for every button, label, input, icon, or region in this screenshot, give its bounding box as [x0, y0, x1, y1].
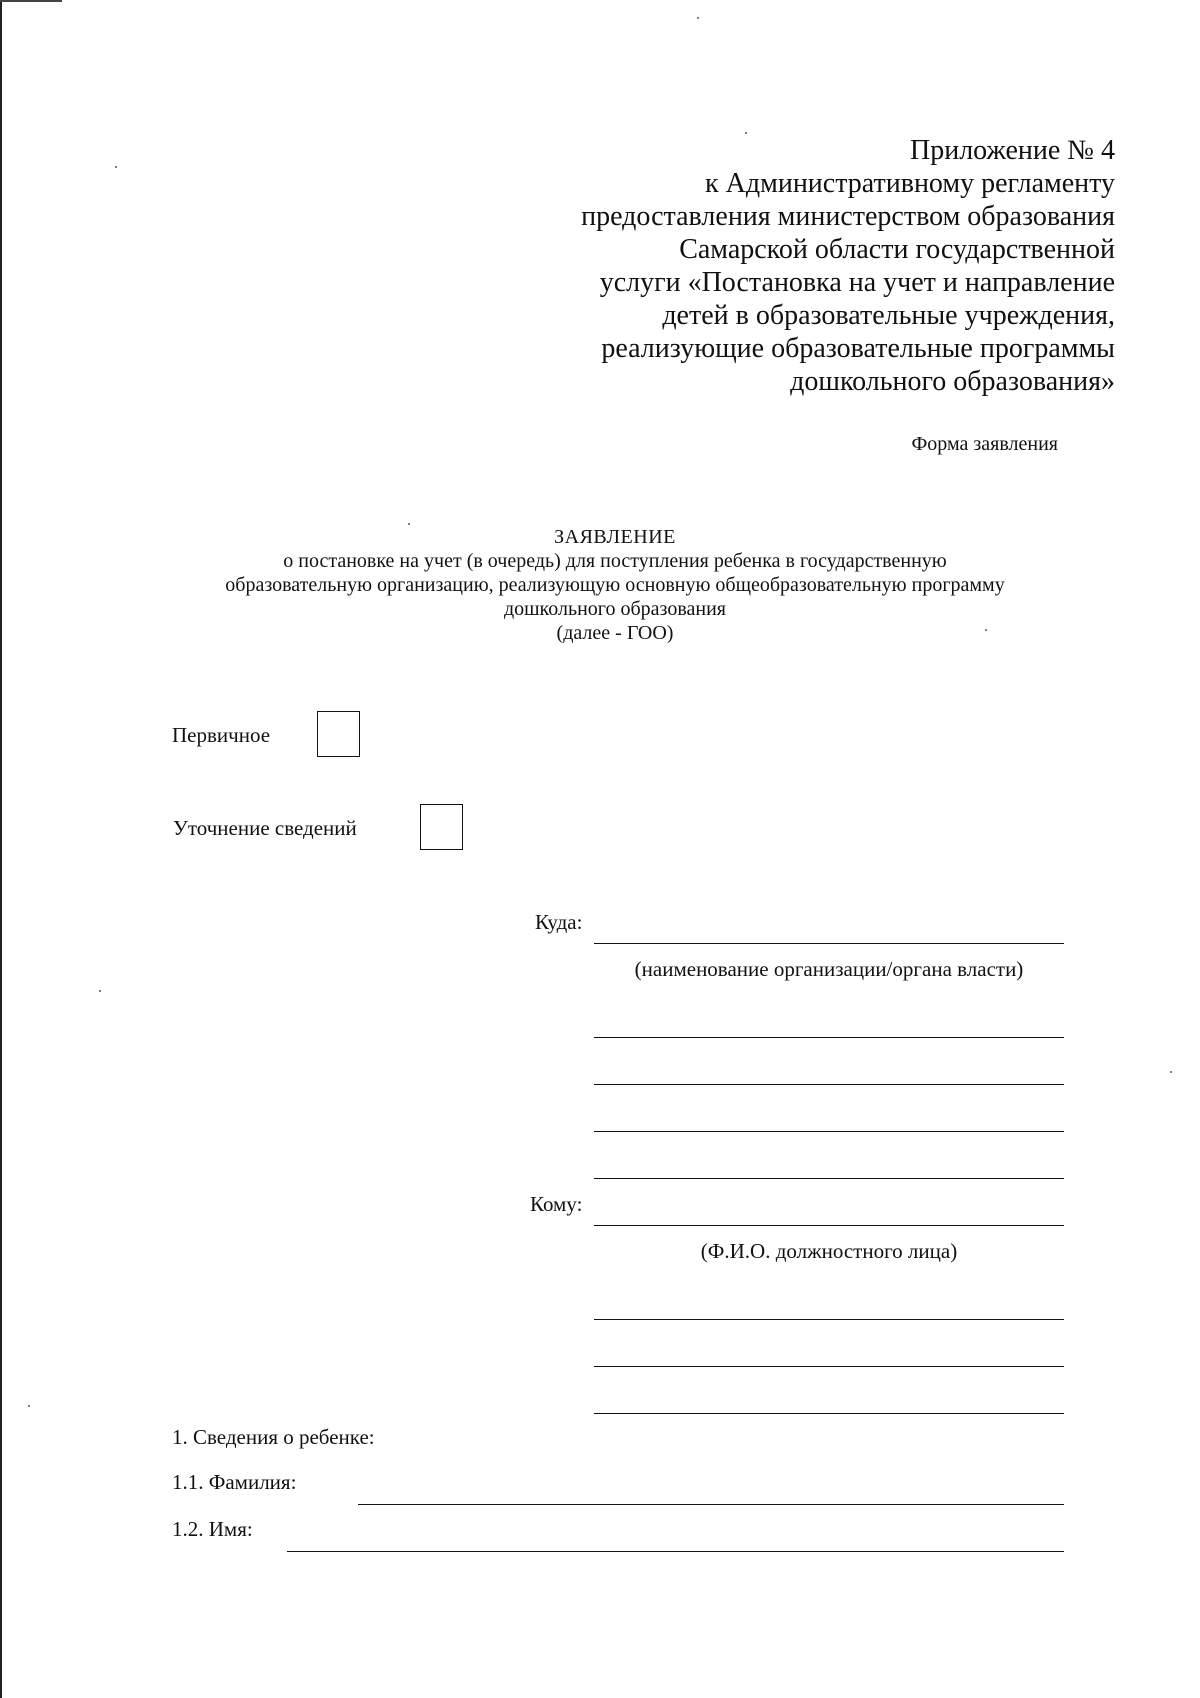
- appendix-line: к Административному регламенту: [705, 168, 1115, 199]
- appendix-line: реализующие образовательные программы: [601, 333, 1115, 364]
- document-title: [180, 525, 1050, 645]
- clarification-checkbox[interactable]: [420, 804, 463, 850]
- to-whom-extra-line[interactable]: [594, 1366, 1064, 1367]
- to-whom-caption: (Ф.И.О. должностного лица): [700, 1239, 958, 1263]
- clarification-checkbox-label: Уточнение сведений: [173, 816, 357, 840]
- appendix-line: Самарской области государственной: [679, 234, 1115, 265]
- to-whom-extra-line[interactable]: [594, 1413, 1064, 1414]
- scan-speck: [697, 17, 699, 19]
- appendix-line: дошкольного образования»: [790, 366, 1115, 397]
- scan-speck: [28, 1405, 30, 1407]
- title-line: (далее - ГОО): [556, 622, 674, 644]
- surname-field[interactable]: [358, 1504, 1064, 1505]
- page-left-edge: [0, 0, 2, 1698]
- appendix-line: Приложение № 4: [910, 135, 1115, 166]
- appendix-line: детей в образовательные учреждения,: [662, 300, 1115, 331]
- title-main: ЗАЯВЛЕНИЕ: [554, 526, 676, 548]
- scan-speck: [1170, 1071, 1172, 1073]
- appendix-line: услуги «Постановка на учет и направление: [599, 267, 1115, 298]
- form-type-label: Форма заявления: [911, 433, 1058, 455]
- to-whom-extra-line[interactable]: [594, 1319, 1064, 1320]
- to-where-extra-line[interactable]: [594, 1178, 1064, 1179]
- to-where-field[interactable]: [594, 943, 1064, 944]
- to-where-extra-line[interactable]: [594, 1131, 1064, 1132]
- primary-checkbox[interactable]: [317, 711, 360, 757]
- appendix-header: [581, 134, 1115, 398]
- section-child-heading: 1. Сведения о ребенке:: [172, 1425, 375, 1449]
- primary-checkbox-label: Первичное: [172, 723, 271, 747]
- to-whom-field[interactable]: [594, 1225, 1064, 1226]
- to-whom-label: Кому:: [530, 1192, 583, 1216]
- scan-speck: [115, 166, 117, 168]
- title-line: дошкольного образования: [503, 598, 727, 620]
- surname-label: 1.1. Фамилия:: [172, 1470, 297, 1494]
- name-label: 1.2. Имя:: [172, 1517, 253, 1541]
- to-where-label: Куда:: [535, 910, 583, 934]
- name-field[interactable]: [287, 1551, 1064, 1552]
- appendix-line: предоставления министерством образования: [581, 201, 1115, 232]
- title-line: о постановке на учет (в очередь) для поступления ребенка в государственную: [283, 550, 947, 572]
- to-where-extra-line[interactable]: [594, 1084, 1064, 1085]
- to-where-caption: (наименование организации/органа власти): [634, 957, 1024, 981]
- to-where-extra-line[interactable]: [594, 1037, 1064, 1038]
- scan-speck: [99, 990, 101, 992]
- title-line: образовательную организацию, реализующую основную общеобразовательную программу: [225, 574, 1005, 596]
- page-top-edge: [0, 0, 62, 2]
